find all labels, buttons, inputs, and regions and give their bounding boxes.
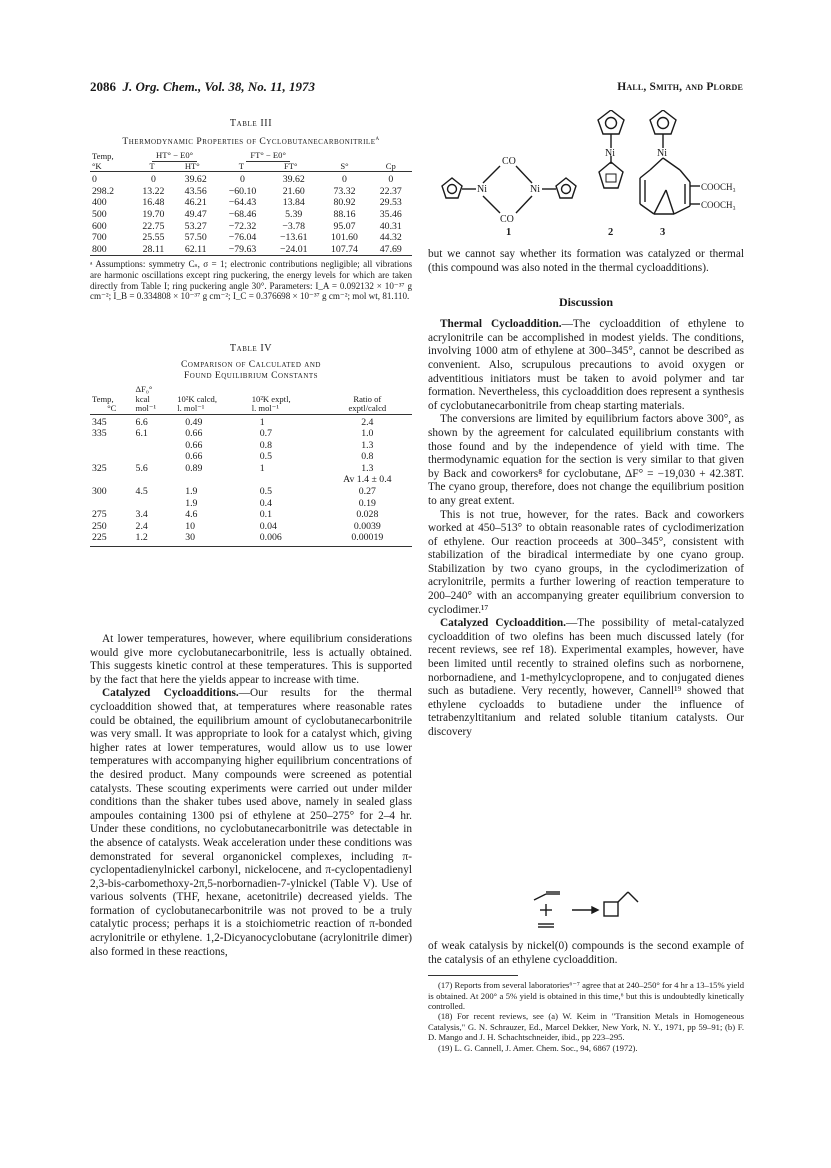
page-header-left bbox=[90, 79, 315, 95]
table-cell: 10 bbox=[185, 520, 195, 532]
table-row bbox=[90, 197, 412, 209]
table-iv-label: Table IV bbox=[229, 343, 273, 354]
table-cell: −24.01 bbox=[279, 243, 308, 255]
table-cell: 44.32 bbox=[379, 232, 402, 244]
right-paragraph-0: but we cannot say whether its formation was catalyzed or thermal (this compound was also noted in the thermal cycloadditions). bbox=[428, 248, 744, 274]
table-cell: 3.4 bbox=[135, 509, 148, 521]
table-cell: 13.84 bbox=[282, 197, 305, 209]
running-authors: Hall, Smith, and Plorde bbox=[617, 81, 743, 93]
table-iii-label: Table III bbox=[229, 118, 273, 129]
table-cell: 46.21 bbox=[184, 197, 207, 209]
t4-h-temp: Temp, °C bbox=[92, 393, 117, 413]
coome-label-1: COOCH₃ bbox=[701, 182, 736, 192]
t3-h-free-energy: FT° − E0° T FT° bbox=[238, 150, 298, 171]
structures-figure bbox=[428, 110, 746, 235]
table-cell: 5.39 bbox=[285, 208, 303, 220]
table-cell bbox=[90, 440, 134, 452]
table-row bbox=[90, 498, 412, 510]
table-cell: 49.47 bbox=[184, 208, 207, 220]
table-cell: 800 bbox=[92, 243, 107, 255]
table-row bbox=[90, 221, 412, 233]
co-label-bottom: CO bbox=[500, 214, 514, 225]
table-cell: 1 bbox=[259, 416, 265, 428]
table-cell: 0.49 bbox=[185, 416, 203, 428]
table-cell: 2.4 bbox=[135, 520, 148, 532]
page-number: 2086 bbox=[90, 79, 116, 94]
table-cell: 300 bbox=[92, 486, 107, 498]
table-cell: −60.10 bbox=[228, 185, 257, 197]
discussion-heading: Discussion bbox=[558, 295, 614, 310]
right-paragraph-4: Catalyzed Cycloaddition.—The possibility of metal-catalyzed cycloaddition of two olefins has been much discussed lately (for recent reviews, see ref 18). Experimental examples, however, have been limited until recently to strained olefins such as norbornene, norbornadiene, and 1-methylcyclopropene, and to conjugated dienes such as butadiene. Very recently, however, Cannell¹⁹ showed that ethylene cycloadds to butadiene under the influence of tetrabenzyltitanium and related soluble titanium catalysts. Our discovery bbox=[428, 617, 744, 738]
table-cell: 0.66 bbox=[185, 428, 203, 440]
table-cell: 1.9 bbox=[185, 486, 198, 498]
compound-3-structure bbox=[640, 110, 700, 214]
table-cell: 16.48 bbox=[142, 197, 165, 209]
table-cell: 22.75 bbox=[142, 220, 165, 232]
table-cell: 1 bbox=[259, 462, 265, 474]
reference-19: (19) L. G. Cannell, J. Amer. Chem. Soc., 94, 6867 (1972). bbox=[438, 1042, 638, 1053]
table-cell: 62.11 bbox=[184, 243, 207, 255]
table-cell: 0.00019 bbox=[351, 532, 384, 544]
table-cell: −79.63 bbox=[228, 243, 257, 255]
table-cell: 325 bbox=[92, 462, 107, 474]
table-cell bbox=[175, 474, 250, 486]
t3-h-cp: Cp bbox=[385, 160, 396, 171]
table-cell: 335 bbox=[92, 428, 107, 440]
table-cell bbox=[90, 498, 134, 510]
table-cell: 345 bbox=[92, 416, 107, 428]
reaction-scheme bbox=[530, 884, 650, 936]
journal-citation: J. Org. Chem., Vol. 38, No. 11, 1973 bbox=[122, 79, 315, 94]
table-cell: 0.8 bbox=[361, 451, 374, 463]
table-cell: 39.62 bbox=[282, 174, 305, 186]
table-cell: −13.61 bbox=[279, 232, 308, 244]
table-cell: 95.07 bbox=[333, 220, 356, 232]
table-iv-title-2: Found Equilibrium Constants bbox=[183, 370, 319, 381]
left-column-text bbox=[90, 633, 412, 959]
table-row bbox=[90, 244, 412, 256]
table-cell: 88.16 bbox=[333, 208, 356, 220]
table-cell: 298.2 bbox=[92, 185, 115, 197]
ni-label-left: Ni bbox=[477, 184, 487, 195]
table-row bbox=[90, 486, 412, 498]
table-cell: 0.0039 bbox=[353, 520, 381, 532]
table-cell: 43.56 bbox=[184, 185, 207, 197]
table-row bbox=[90, 509, 412, 521]
table-cell: 2.4 bbox=[361, 416, 374, 428]
table-cell: 400 bbox=[92, 197, 107, 209]
t3-h-temp: Temp, °K bbox=[92, 151, 114, 171]
table-iii-title: Thermodynamic Properties of Cyclobutanecarbonitrile$^a$ bbox=[122, 134, 380, 148]
left-paragraph-1: At lower temperatures, however, where equilibrium considerations would give more cyclobutanecarbonitrile, less is actually obtained. This suggests kinetic control at these temperatures. This is supported by the fact that here the yields appear to increase with time. bbox=[90, 633, 412, 686]
ni-label-3: Ni bbox=[657, 148, 667, 159]
table-cell: 101.60 bbox=[331, 232, 358, 244]
table-cell: −72.32 bbox=[228, 220, 257, 232]
coome-label-2: COOCH₃ bbox=[701, 200, 736, 210]
table-cell: 0.006 bbox=[259, 532, 282, 544]
table-row bbox=[90, 428, 412, 440]
t4-h-kexptl: 10²K exptl, l. mol⁻¹ bbox=[251, 393, 291, 413]
table-cell: 0.19 bbox=[358, 497, 376, 509]
compound-3-label: 3 bbox=[660, 227, 666, 235]
table-cell: 35.46 bbox=[379, 208, 402, 220]
reference-18: (18) For recent reviews, see (a) W. Keim in "Transition Metals in Homogeneous Catalysis," G. N. Schrauzer, Ed., Marcel Dekker, New York, N. Y., 1971, pp 59–91; (b) F. D. Mango and J. H. Schachtschneider, ibid., pp 223–295. bbox=[428, 1011, 744, 1043]
left-paragraph-2: Catalyzed Cycloadditions.—Our results for the thermal cycloaddition showed that, at temperatures where reasonable rates could be obtained, the equilibrium amount of cyclobutanecarbonitrile was very small. It was appropriate to look for a catalyst which, giving higher rates at lower temperatures, would allow us to use lower temperatures with accompanying higher equilibrium concentrations of the desired product. Many compounds were screened as potential catalysts. These scouting experiments were carried out under milder conditions than the shaker tubes used above, namely in sealed glass ampoules containing 1300 psi of ethylene at 250–275° for 2–4 hr. Under these conditions, no cyclobutanecarbonitrile was detectable in the absence of catalysts. Weak acceleration under these conditions was demonstrated for several organonickel complexes, including π-cyclopentadienylnickel carbonyl, nickelocene, and π-cyclopentadienyl 2,3-bis-carbomethoxy-2π,5-norbornadien-7-ylnickel (Table V). Use of various solvents (THF, hexane, acetonitrile) decreased yields. The formation of cyclobutanecarbonitrile was not proved to be a truly catalytic process; perhaps it is a stoichiometric reaction of π-bonded acrylonitrile or ethylene. 1,2-Dicyanocyclobutane (acrylonitrile dimer) also formed in these reactions, bbox=[90, 687, 412, 958]
t4-h-df: ΔF₀° kcal mol⁻¹ bbox=[135, 384, 157, 413]
table-cell: −68.46 bbox=[228, 208, 257, 220]
right-column-text bbox=[428, 248, 744, 740]
table-cell: 0.5 bbox=[259, 451, 272, 463]
table-cell: 225 bbox=[92, 532, 107, 544]
reference-17: (17) Reports from several laboratories⁶⁻⁷ agree that at 240–250° for 4 hr a 13–15% yield is obtained. At 200° a 5% yield is obtained in this time,⁶ but this is undoubtedly kinetically controlled. bbox=[428, 980, 744, 1011]
ni-label-right: Ni bbox=[530, 184, 540, 195]
co-label-top: CO bbox=[502, 156, 516, 167]
compound-1-structure bbox=[442, 166, 576, 213]
table-row bbox=[90, 186, 412, 198]
table-cell: −64.43 bbox=[228, 197, 257, 209]
compound-2-label: 2 bbox=[608, 227, 614, 235]
compound-1-label: 1 bbox=[506, 227, 512, 235]
table-cell: 0 bbox=[240, 174, 245, 186]
table-cell: 0.1 bbox=[259, 509, 272, 521]
table-cell: 1.9 bbox=[185, 497, 198, 509]
t3-h-entropy: S° bbox=[340, 160, 349, 171]
table-cell: 0.04 bbox=[259, 520, 277, 532]
table-cell: 53.27 bbox=[184, 220, 207, 232]
table-cell bbox=[134, 451, 176, 463]
table-cell: 107.74 bbox=[331, 243, 358, 255]
table-cell: 22.37 bbox=[379, 185, 402, 197]
ni-label-2: Ni bbox=[605, 148, 615, 159]
table-cell: 5.6 bbox=[135, 462, 148, 474]
table-row bbox=[90, 532, 412, 544]
table-cell: 0.4 bbox=[259, 497, 272, 509]
table-row bbox=[90, 451, 412, 463]
table-cell: 250 bbox=[92, 520, 107, 532]
table-cell: 600 bbox=[92, 220, 107, 232]
table-cell: 6.1 bbox=[135, 428, 148, 440]
table-cell: 0 bbox=[342, 174, 347, 186]
right-final-text bbox=[428, 940, 744, 1053]
t4-h-kcalcd: 10²K calcd, l. mol⁻¹ bbox=[177, 393, 218, 413]
table-cell: 700 bbox=[92, 232, 107, 244]
references bbox=[428, 980, 744, 1053]
table-cell: 28.11 bbox=[142, 243, 165, 255]
right-paragraph-2: The conversions are limited by equilibrium factors above 300°, as shown by the agreement for calculated equilibrium constants with those found and by the independence of yield with time. The thermodynamic equation for the section is very similar to that given by Back and coworkers⁸ for cyclobutane, ΔF° = −19,030 + 42.38T. The cyano group, therefore, does not change the equilibrium position to any great extent. bbox=[428, 413, 744, 507]
table-row bbox=[90, 417, 412, 429]
table-cell: 13.22 bbox=[142, 185, 165, 197]
table-cell: 21.60 bbox=[282, 185, 305, 197]
table-iv-title-1: Comparison of Calculated and bbox=[181, 359, 321, 370]
table-cell: 0.7 bbox=[259, 428, 272, 440]
table-row bbox=[90, 463, 412, 475]
table-cell: 1.3 bbox=[361, 439, 374, 451]
table-iii-footnote: ᵃ Assumptions: symmetry Cₛ, σ = 1; electronic contributions negligible; all vibrations are harmonic oscillations except ring puckering, the energy levels for which are taken directly from Table I; ring puckering angle 30°. Parameters: I_A = 0.092132 × 10⁻³⁷ g cm⁻²; I_B = 0.334808 × 10⁻³⁷ g cm⁻²; I_C = 0.376698 × 10⁻³⁷ g cm⁻²; mol wt, 81.110. bbox=[90, 259, 412, 302]
table-cell: 0.028 bbox=[356, 509, 379, 521]
table-cell: Av 1.4 ± 0.4 bbox=[343, 474, 392, 486]
table-cell: 0.66 bbox=[185, 439, 203, 451]
table-cell: 40.31 bbox=[379, 220, 402, 232]
table-iv-grid bbox=[90, 385, 412, 544]
right-paragraph-3: This is not true, however, for the rates. Back and coworkers worked at 450–513° to obtain reasonable rates of cyclodimerization of ethylene. Our reaction proceeds at 300–345°, consistent with stabilization of the biradical intermediate by one cyano group. Stabilization by two cyano groups, in the cyclodimerization of acrylonitrile, permits a further lowering of reaction temperature to 200–240° with an accompanying greater equilibrium conversion to cyclodimer.¹⁷ bbox=[428, 508, 744, 616]
table-cell: 47.69 bbox=[379, 243, 402, 255]
table-cell: 0 bbox=[92, 174, 97, 186]
table-cell: 29.53 bbox=[379, 197, 402, 209]
right-paragraph-1: Thermal Cycloaddition.—The cycloaddition of ethylene to acrylonitrile can be accomplished in modest yields. The conditions, involving 1000 atm of ethylene at 300–345°, cannot be described as convenient. Also, scrupulous precautions to avoid oxygen or adventitious initiators must be taken to avoid polymer and tar formation. Nevertheless, this cycloaddition does represent a synthesis of cyclobutanecarbonitrile from cheap starting materials. bbox=[428, 318, 745, 412]
table-cell bbox=[250, 474, 323, 486]
t4-h-ratio: Ratio of exptl/calcd bbox=[348, 393, 387, 413]
table-row bbox=[90, 174, 412, 186]
table-cell: 73.32 bbox=[333, 185, 356, 197]
table-cell: 57.50 bbox=[184, 232, 207, 244]
table-cell: 1.3 bbox=[361, 462, 374, 474]
table-cell: 0.89 bbox=[185, 462, 203, 474]
table-row bbox=[90, 474, 412, 486]
table-cell: 0.27 bbox=[358, 486, 376, 498]
table-cell bbox=[90, 474, 134, 486]
table-cell: 0.8 bbox=[259, 439, 272, 451]
table-cell: 0.66 bbox=[185, 451, 203, 463]
table-cell: −76.04 bbox=[228, 232, 257, 244]
table-cell bbox=[134, 440, 176, 452]
table-cell: 4.5 bbox=[135, 486, 148, 498]
table-cell: 500 bbox=[92, 208, 107, 220]
table-cell: 80.92 bbox=[333, 197, 356, 209]
table-row bbox=[90, 440, 412, 452]
table-iii bbox=[90, 118, 412, 302]
table-cell bbox=[90, 451, 134, 463]
table-cell bbox=[134, 498, 176, 510]
table-cell: 275 bbox=[92, 509, 107, 521]
table-iii-grid bbox=[90, 151, 412, 257]
table-iv bbox=[90, 343, 412, 547]
table-row bbox=[90, 232, 412, 244]
table-cell: 0 bbox=[388, 174, 394, 186]
table-cell: 4.6 bbox=[185, 509, 198, 521]
t3-h-enthalpy: HT° − E0° T HT° bbox=[149, 150, 200, 171]
table-cell: 1.0 bbox=[361, 428, 374, 440]
table-cell: −3.78 bbox=[282, 220, 306, 232]
table-cell: 6.6 bbox=[135, 416, 148, 428]
right-paragraph-5: of weak catalysis by nickel(0) compounds is the second example of the catalysis of an ethylene cycloaddition. bbox=[428, 940, 744, 966]
table-cell bbox=[134, 474, 176, 486]
table-row bbox=[90, 521, 412, 533]
table-row bbox=[90, 209, 412, 221]
table-cell: 30 bbox=[185, 532, 195, 544]
table-cell: 25.55 bbox=[142, 232, 165, 244]
table-cell: 0.5 bbox=[259, 486, 272, 498]
table-cell: 1.2 bbox=[135, 532, 148, 544]
table-cell: 19.70 bbox=[142, 208, 165, 220]
table-cell: 0 bbox=[150, 174, 156, 186]
table-cell: 39.62 bbox=[184, 174, 207, 186]
